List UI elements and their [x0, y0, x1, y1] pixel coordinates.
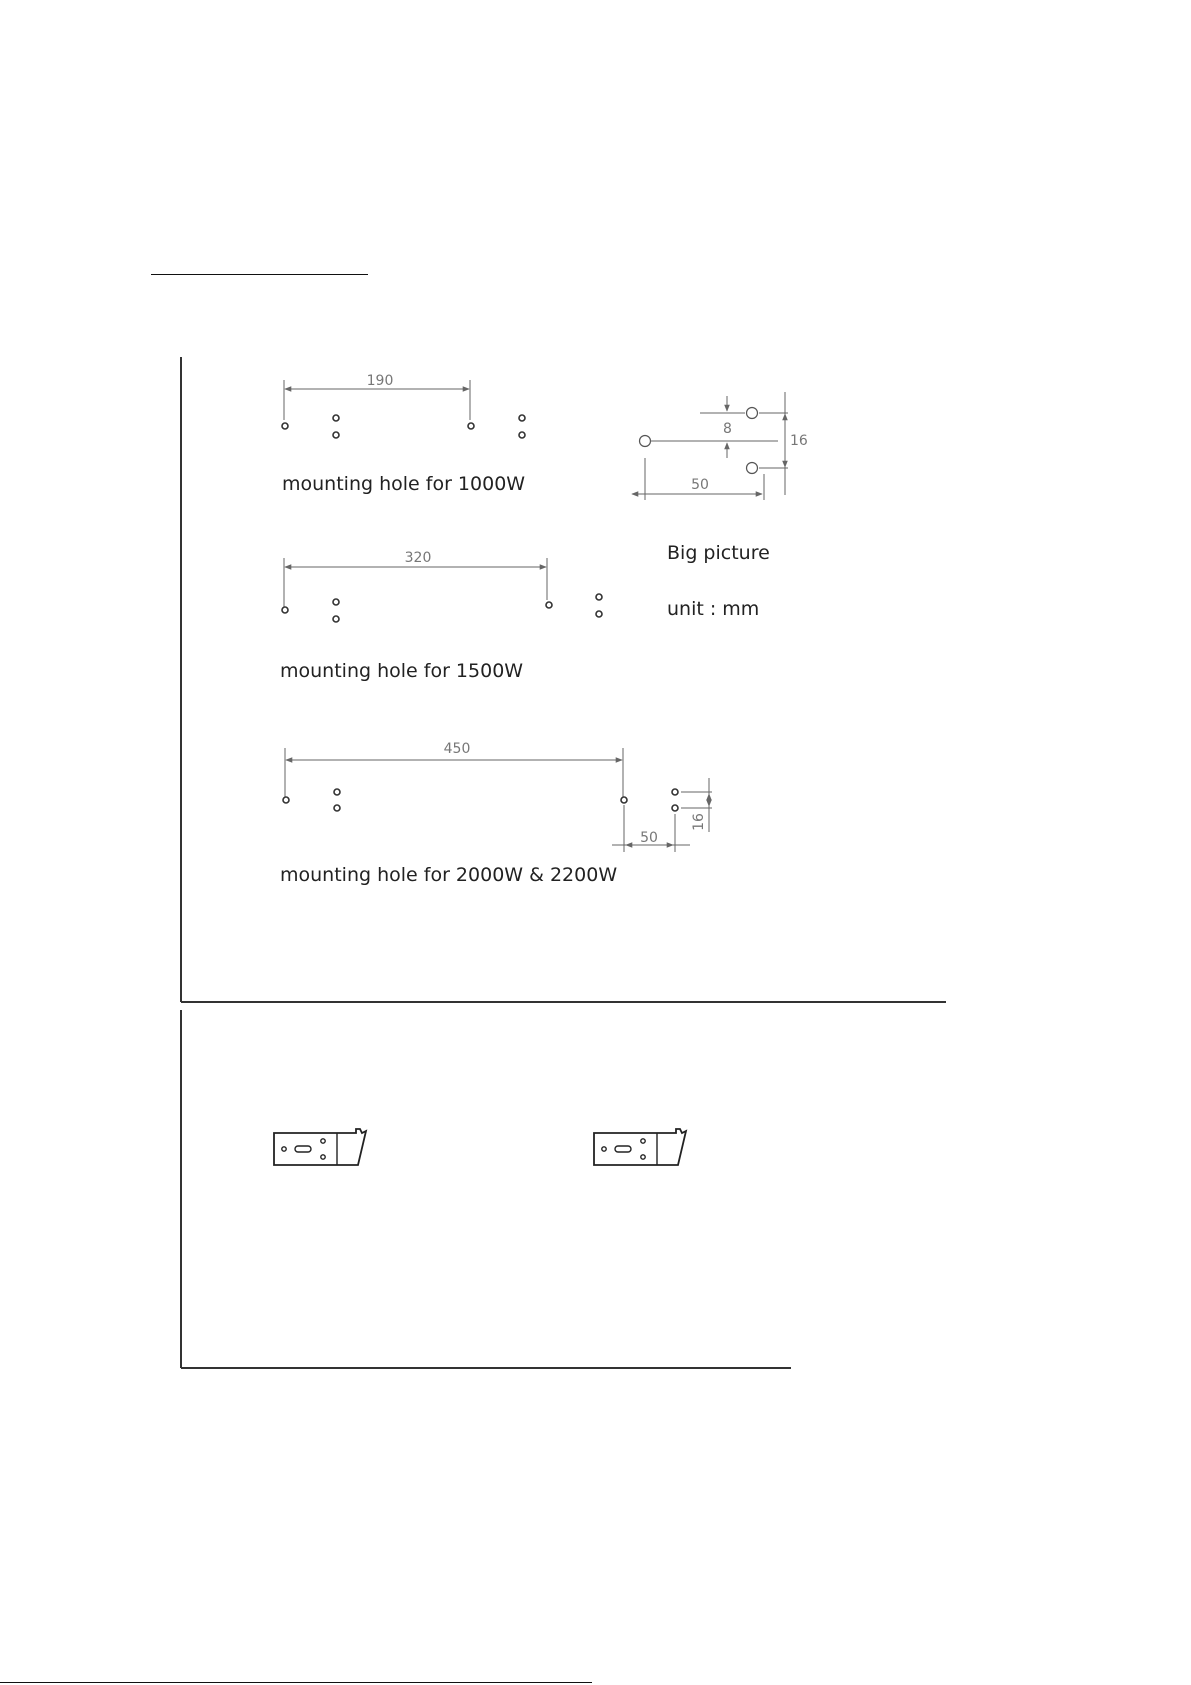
mounting-hole	[282, 423, 288, 429]
mounting-hole	[672, 805, 678, 811]
footer-rule	[0, 1682, 592, 1683]
mounting-hole	[334, 805, 340, 811]
mounting-hole	[546, 602, 552, 608]
mounting-hole	[282, 607, 288, 613]
mounting-hole-detail	[747, 408, 758, 419]
dimension-16-label-2: 16	[691, 813, 707, 831]
mounting-hole	[596, 594, 602, 600]
mounting-hole	[596, 611, 602, 617]
mounting-bracket-left	[274, 1129, 366, 1165]
mounting-bracket-right	[594, 1129, 686, 1165]
mounting-hole	[283, 797, 289, 803]
dimension-50-label-2: 50	[640, 830, 658, 846]
detail-big-picture	[632, 392, 808, 620]
dimension-8-label: 8	[723, 421, 732, 437]
dimension-190-label: 190	[366, 373, 394, 389]
dimension-50-label: 50	[691, 477, 709, 493]
mounting-hole-detail	[747, 463, 758, 474]
mounting-hole	[333, 432, 339, 438]
mounting-hole	[621, 797, 627, 803]
mounting-hole	[672, 789, 678, 795]
drawing-1000w	[282, 373, 525, 495]
mounting-hole	[519, 432, 525, 438]
drawing-1500w	[280, 550, 602, 682]
caption-2000w-2200w: mounting hole for 2000W & 2200W	[280, 864, 618, 886]
big-picture-title: Big picture	[667, 542, 770, 564]
dimension-320-label: 320	[404, 550, 432, 566]
mounting-hole	[333, 415, 339, 421]
panel-brackets-frame	[181, 1010, 791, 1368]
caption-1000w: mounting hole for 1000W	[282, 473, 526, 495]
mounting-hole	[334, 789, 340, 795]
mounting-hole	[333, 599, 339, 605]
mounting-hole	[333, 616, 339, 622]
dimension-16-label: 16	[790, 433, 808, 449]
caption-1500w: mounting hole for 1500W	[280, 660, 524, 682]
mounting-hole	[468, 423, 474, 429]
mounting-hole	[519, 415, 525, 421]
unit-label: unit : mm	[667, 598, 760, 620]
dimension-450-label: 450	[443, 741, 471, 757]
drawing-2000w-2200w	[280, 741, 712, 886]
mounting-hole-detail	[640, 436, 651, 447]
